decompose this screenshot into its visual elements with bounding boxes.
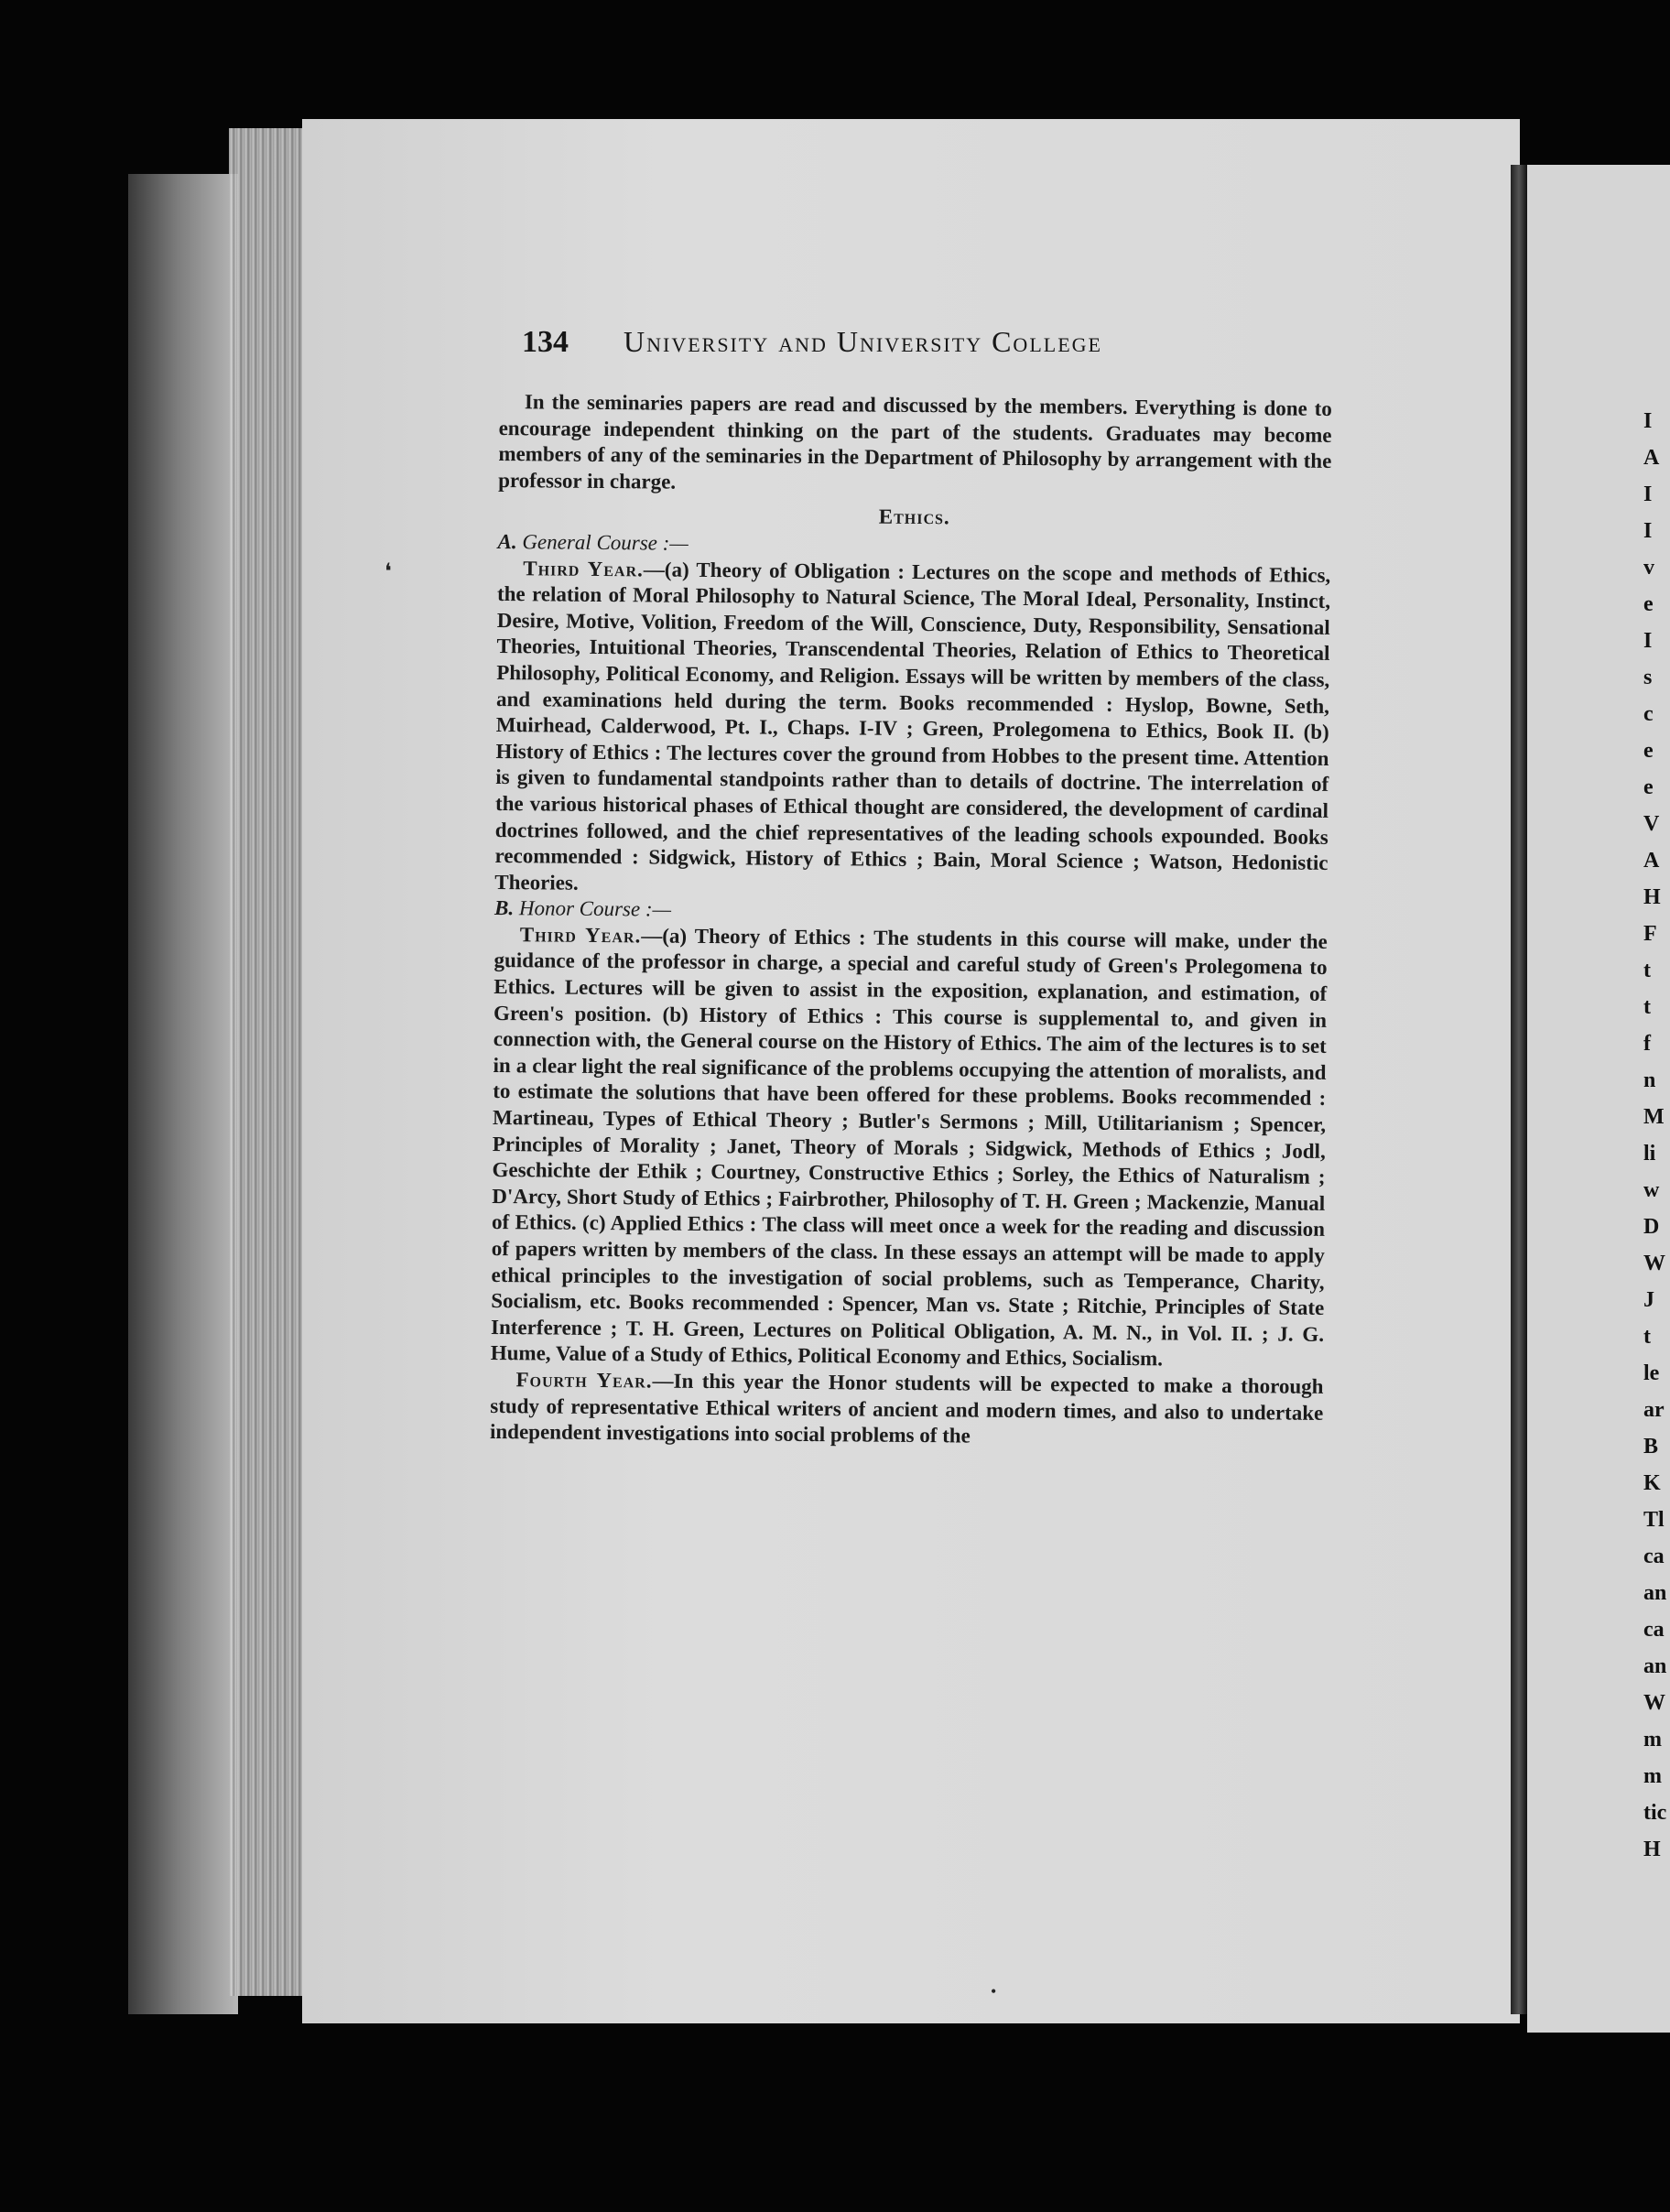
- adjacent-page-fragment: e: [1643, 775, 1654, 799]
- adjacent-page-fragment: M: [1643, 1105, 1665, 1129]
- adjacent-page-fragment: B: [1643, 1435, 1659, 1458]
- adjacent-page-fragment: v: [1643, 556, 1654, 580]
- adjacent-page-fragment: s: [1643, 666, 1653, 689]
- adjacent-page-fragment: W: [1643, 1252, 1665, 1275]
- adjacent-page-fragment: f: [1643, 1032, 1651, 1056]
- adjacent-page-fragment: D: [1643, 1215, 1660, 1239]
- adjacent-page-fragment: n: [1643, 1068, 1656, 1092]
- adjacent-page-fragment: m: [1643, 1764, 1662, 1788]
- book-gutter: [1511, 165, 1527, 2014]
- adjacent-page-fragment: an: [1643, 1654, 1667, 1678]
- adjacent-page-fragment: c: [1643, 702, 1654, 726]
- adjacent-page-fragment: w: [1643, 1178, 1660, 1202]
- section-title: Ethics.: [878, 505, 950, 529]
- general-course-title: General Course :—: [522, 530, 689, 555]
- adjacent-page-fragment: K: [1643, 1471, 1661, 1495]
- adjacent-page-fragment: e: [1643, 739, 1654, 763]
- general-third-year-label: Third Year.: [523, 556, 644, 580]
- honor-third-year-label: Third Year.: [519, 923, 642, 948]
- adjacent-page-fragment: ar: [1643, 1398, 1665, 1422]
- adjacent-page-fragment: t: [1643, 1325, 1651, 1349]
- running-title: University and University College: [624, 325, 1102, 358]
- intro-paragraph: In the seminaries papers are read and discussed by the members. Everything is done to encourage independent thinking on the part of the students. Graduates may become members of any of the seminaries in the Department of Philosophy by arrangement with the professor in charge.: [498, 390, 1332, 493]
- honor-course-letter: B.: [493, 896, 515, 920]
- margin-mark: ❛: [385, 560, 392, 584]
- adjacent-page-fragment: t: [1643, 959, 1651, 982]
- adjacent-page-fragment: A: [1643, 849, 1660, 873]
- adjacent-page-fragment: le: [1643, 1361, 1660, 1385]
- adjacent-page-fragment: J: [1643, 1288, 1654, 1312]
- page-number: 134: [522, 325, 569, 359]
- honor-third-year-paragraph: [491, 922, 1328, 1374]
- general-third-year-paragraph: [494, 556, 1330, 904]
- adjacent-page-fragment: V: [1643, 812, 1660, 836]
- adjacent-page-fragment: li: [1643, 1142, 1656, 1166]
- adjacent-page-fragment: F: [1643, 922, 1657, 946]
- general-third-year-text: —(a) Theory of Obligation : Lectures on the scope and methods of Ethics, the relation of Moral Philosophy to Natural Science, The Moral Ideal, Personality, Instinct, Desire, Motive, Volition, Freedom of the Will, Conscience, Duty, Responsibility, Sensational Theories, Intuitional Theories, Transcendental Theories, Relation of Ethics to Theoretical Philosophy, Political Economy, and Religion. Essays will be written by members of the class, and examinations held during the term. Books recommended : Hyslop, Bowne, Seth, Muirhead, Calderwood, Pt. I., Chaps. I-IV ; Green, Prolegomena to Ethics, Book II. (b) History of Ethics : The lectures cover the ground from Hobbes to the present time. Attention is given to fundamental standpoints rather than to details of doctrine. The interrelation of the various historical phases of Ethical thought are considered, the development of cardinal doctrines followed, and the chief representatives of the leading schools expounded. Books recommended : Sidgwick, History of Ethics ; Bain, Moral Science ; Watson, Hedonistic Theories.: [494, 557, 1331, 895]
- honor-course-title: Honor Course :—: [518, 896, 672, 921]
- adjacent-page-fragment: Tl: [1643, 1508, 1665, 1532]
- adjacent-page-fragment: t: [1643, 995, 1651, 1019]
- adjacent-page-fragment: ca: [1643, 1618, 1665, 1642]
- adjacent-page-fragment: I: [1643, 483, 1653, 506]
- adjacent-page-fragment: W: [1643, 1691, 1665, 1715]
- adjacent-page-text-fragments: [1643, 403, 1669, 1868]
- adjacent-page-fragment: an: [1643, 1581, 1667, 1605]
- honor-fourth-year-label: Fourth Year.: [515, 1368, 653, 1393]
- general-course-letter: A.: [497, 529, 517, 554]
- honor-fourth-year-paragraph: [490, 1367, 1324, 1453]
- adjacent-page-fragment: I: [1643, 409, 1653, 433]
- adjacent-page-fragment: m: [1643, 1728, 1662, 1751]
- book-cover-edge: [128, 174, 238, 2014]
- page-speck: •: [991, 1982, 997, 2001]
- honor-fourth-year-text: —In this year the Honor students will be expected to make a thorough study of representative Ethical writers of ancient and modern times, and also to undertake independent investigations into social problems of the: [489, 1369, 1324, 1448]
- adjacent-page-fragment: A: [1643, 446, 1660, 470]
- page-body: [490, 389, 1332, 1453]
- adjacent-page-fragment: H: [1643, 885, 1661, 909]
- adjacent-page-fragment: e: [1643, 592, 1654, 616]
- adjacent-page-fragment: tic: [1643, 1801, 1667, 1825]
- page-header: [522, 325, 1218, 371]
- adjacent-page-fragment: I: [1643, 519, 1653, 543]
- adjacent-page-fragment: H: [1643, 1838, 1661, 1861]
- adjacent-page-fragment: ca: [1643, 1545, 1665, 1568]
- honor-third-year-text: —(a) Theory of Ethics : The students in this course will make, under the guidance of the professor in charge, a special and careful study of Green's Prolegomena to Ethics. Lectures will be given to assist in the exposition, explanation, and estimation, of Green's position. (b) History of Ethics : This course is supplemental to, and given in connection with, the General course on the History of Ethics. The aim of the lectures is to set in a clear light the real significance of the problems occupying the attention of moralists, and to estimate the solutions that have been offered for these problems. Books recommended : Martineau, Types of Ethical Theory ; Butler's Sermons ; Mill, Utilitarianism ; Spencer, Principles of Morality ; Janet, Theory of Morals ; Sidgwick, Methods of Ethics ; Jodl, Geschichte der Ethik ; Courtney, Constructive Ethics ; Sorley, the Ethics of Naturalism ; D'Arcy, Short Study of Ethics ; Fairbrother, Philosophy of T. H. Green ; Mackenzie, Manual of Ethics. (c) Applied Ethics : The class will meet once a week for the reading and discussion of papers written by members of the class. In these essays an attempt will be made to apply ethical principles to the investigation of social problems, such as Temperance, Charity, Socialism, etc. Books recommended : Spencer, Man vs. State ; Ritchie, Principles of State Interference ; T. H. Green, Lectures on Political Obligation, A. M. N., in Vol. II. ; J. G. Hume, Value of a Study of Ethics, Political Economy and Ethics, Socialism.: [490, 924, 1328, 1371]
- adjacent-page-fragment: I: [1643, 629, 1653, 653]
